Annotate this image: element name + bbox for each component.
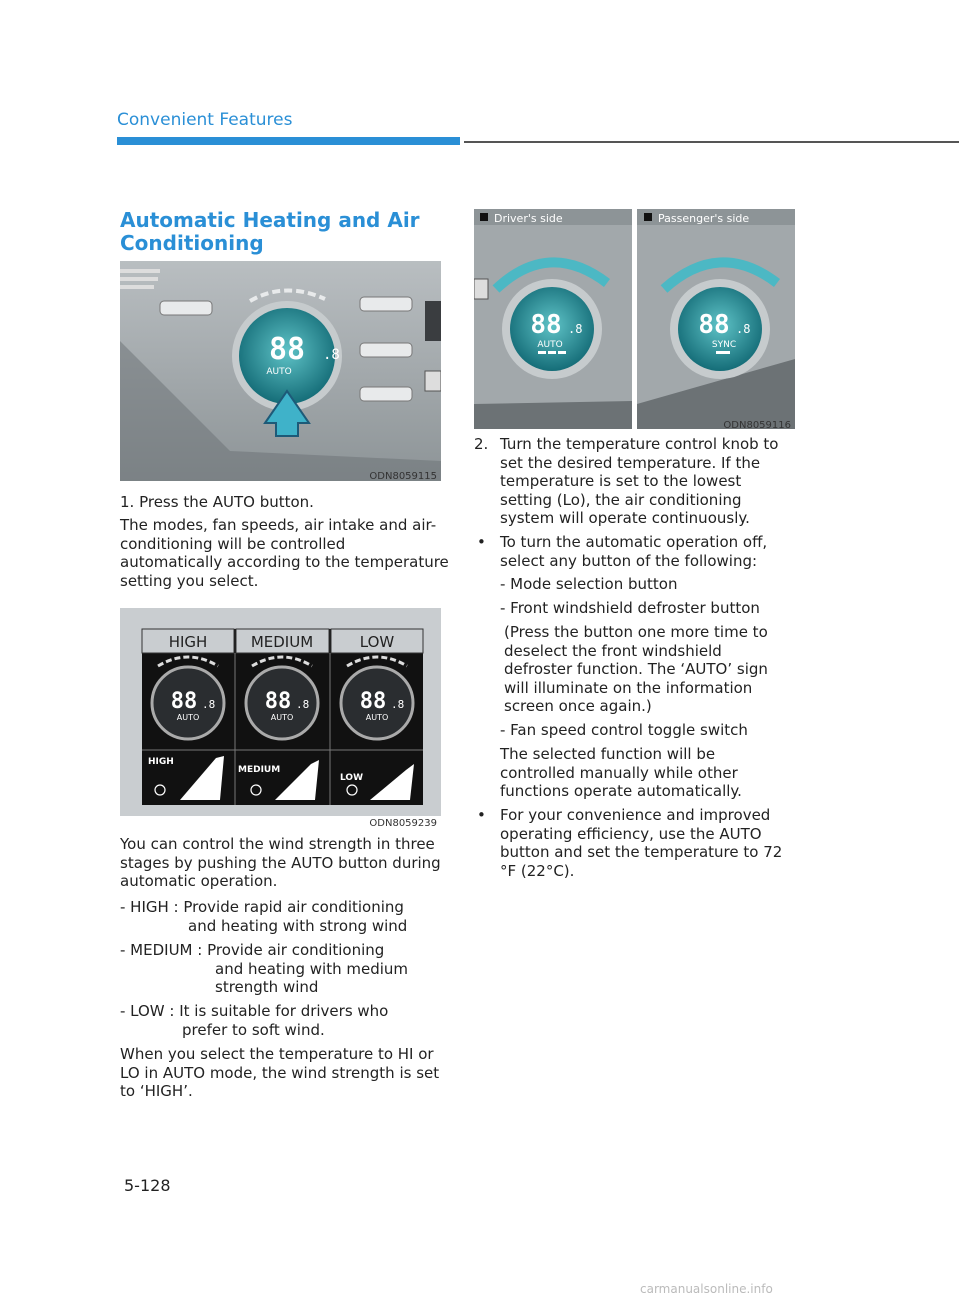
fig1-digits: 88	[268, 332, 306, 367]
fig1-digits-small: .8	[323, 347, 340, 363]
high-label: - HIGH : Provide rapid air conditioning	[120, 898, 404, 916]
bullet-convenience	[474, 806, 784, 880]
low-cont: prefer to soft wind.	[182, 1020, 325, 1039]
passenger-side-label: Passenger's side	[658, 212, 750, 225]
sub-defroster-button: - Front windshield defroster button	[500, 599, 760, 617]
manual-control-note: The selected function will be controlled manually while other functions operate automatically.	[500, 745, 742, 800]
figure-auto-button	[120, 261, 441, 481]
bullet-auto-off-text: To turn the automatic operation off, select any button of the following:	[500, 533, 768, 570]
defroster-note: (Press the button one more time to deselect the front windshield defroster function. The ‘AUTO’ sign will illuminate on the information screen once again.)	[504, 623, 768, 715]
driver-digits-small: .8	[568, 322, 583, 336]
page-number: 5-128	[124, 1176, 171, 1195]
paragraph-wind-stages: You can control the wind strength in three stages by pushing the AUTO button during automatic operation.	[120, 835, 441, 890]
sub-fan-toggle: - Fan speed control toggle switch	[500, 721, 748, 739]
header-accent-bar	[117, 137, 460, 145]
medium-cont: and heating with medium strength wind	[215, 959, 409, 996]
section-header: Convenient Features	[117, 110, 293, 130]
bullet-dot: •	[477, 806, 486, 824]
step-2-text: Turn the temperature control knob to set the desired temperature. If the temperature is set to the lowest setting (Lo), the air conditioning system will operate continuously.	[500, 435, 779, 527]
medium-label: - MEDIUM : Provide air conditioning	[120, 941, 385, 959]
figure-code: ODN8059115	[369, 471, 437, 482]
header-rule	[464, 141, 959, 143]
step-2-number: 2.	[474, 435, 489, 453]
high-cont: and heating with strong wind	[188, 916, 408, 935]
watermark: carmanualsonline.info	[640, 1282, 773, 1296]
figure-wind-strength	[120, 608, 441, 816]
figure-code: ODN8059239	[369, 818, 437, 829]
bullet-auto-off	[474, 533, 784, 570]
tab-low: LOW	[359, 633, 395, 651]
dial-digits-small: .8	[202, 698, 216, 711]
figure-temperature-knobs	[474, 209, 795, 429]
driver-side-label: Driver's side	[494, 212, 563, 225]
dial-auto-label: AUTO	[270, 713, 294, 722]
section-title: Automatic Heating and Air Conditioning	[120, 208, 420, 255]
list-item-high	[120, 898, 450, 935]
bullet-dot: •	[477, 533, 486, 551]
passenger-digits: 88	[698, 310, 730, 340]
dial-digits-small: .8	[391, 698, 405, 711]
dial-digits: 88	[170, 689, 198, 714]
fig1-auto-label: AUTO	[266, 367, 292, 377]
passenger-sync-label: SYNC	[711, 340, 737, 350]
dial-auto-label: AUTO	[365, 713, 389, 722]
paragraph-auto-control: The modes, fan speeds, air intake and air-conditioning will be controlled automatically according to the temperature setting you select.	[120, 516, 449, 590]
dial-digits: 88	[264, 689, 292, 714]
list-item-medium	[120, 941, 450, 997]
step-2	[474, 435, 784, 528]
sub-mode-button: - Mode selection button	[500, 575, 678, 593]
driver-digits: 88	[530, 310, 562, 340]
passenger-digits-small: .8	[736, 322, 751, 336]
step-1: 1. Press the AUTO button.	[120, 493, 314, 511]
dial-auto-label: AUTO	[176, 713, 200, 722]
figure-code: ODN8059116	[723, 420, 791, 431]
dial-digits: 88	[359, 689, 387, 714]
list-item-low	[120, 1002, 450, 1039]
svg-text:MEDIUM: MEDIUM	[238, 765, 281, 775]
tab-medium: MEDIUM	[250, 633, 314, 651]
bullet-convenience-text: For your convenience and improved operating efficiency, use the AUTO button and set the temperature to 72 °F (22°C).	[500, 806, 783, 880]
dial-digits-small: .8	[296, 698, 310, 711]
svg-text:LOW: LOW	[340, 773, 363, 783]
svg-text:HIGH: HIGH	[148, 757, 174, 767]
paragraph-hi-lo: When you select the temperature to HI or LO in AUTO mode, the wind strength is set to ‘HIGH’.	[120, 1045, 440, 1100]
driver-auto-label: AUTO	[537, 340, 563, 350]
tab-high: HIGH	[168, 633, 208, 651]
low-label: - LOW : It is suitable for drivers who	[120, 1002, 389, 1020]
